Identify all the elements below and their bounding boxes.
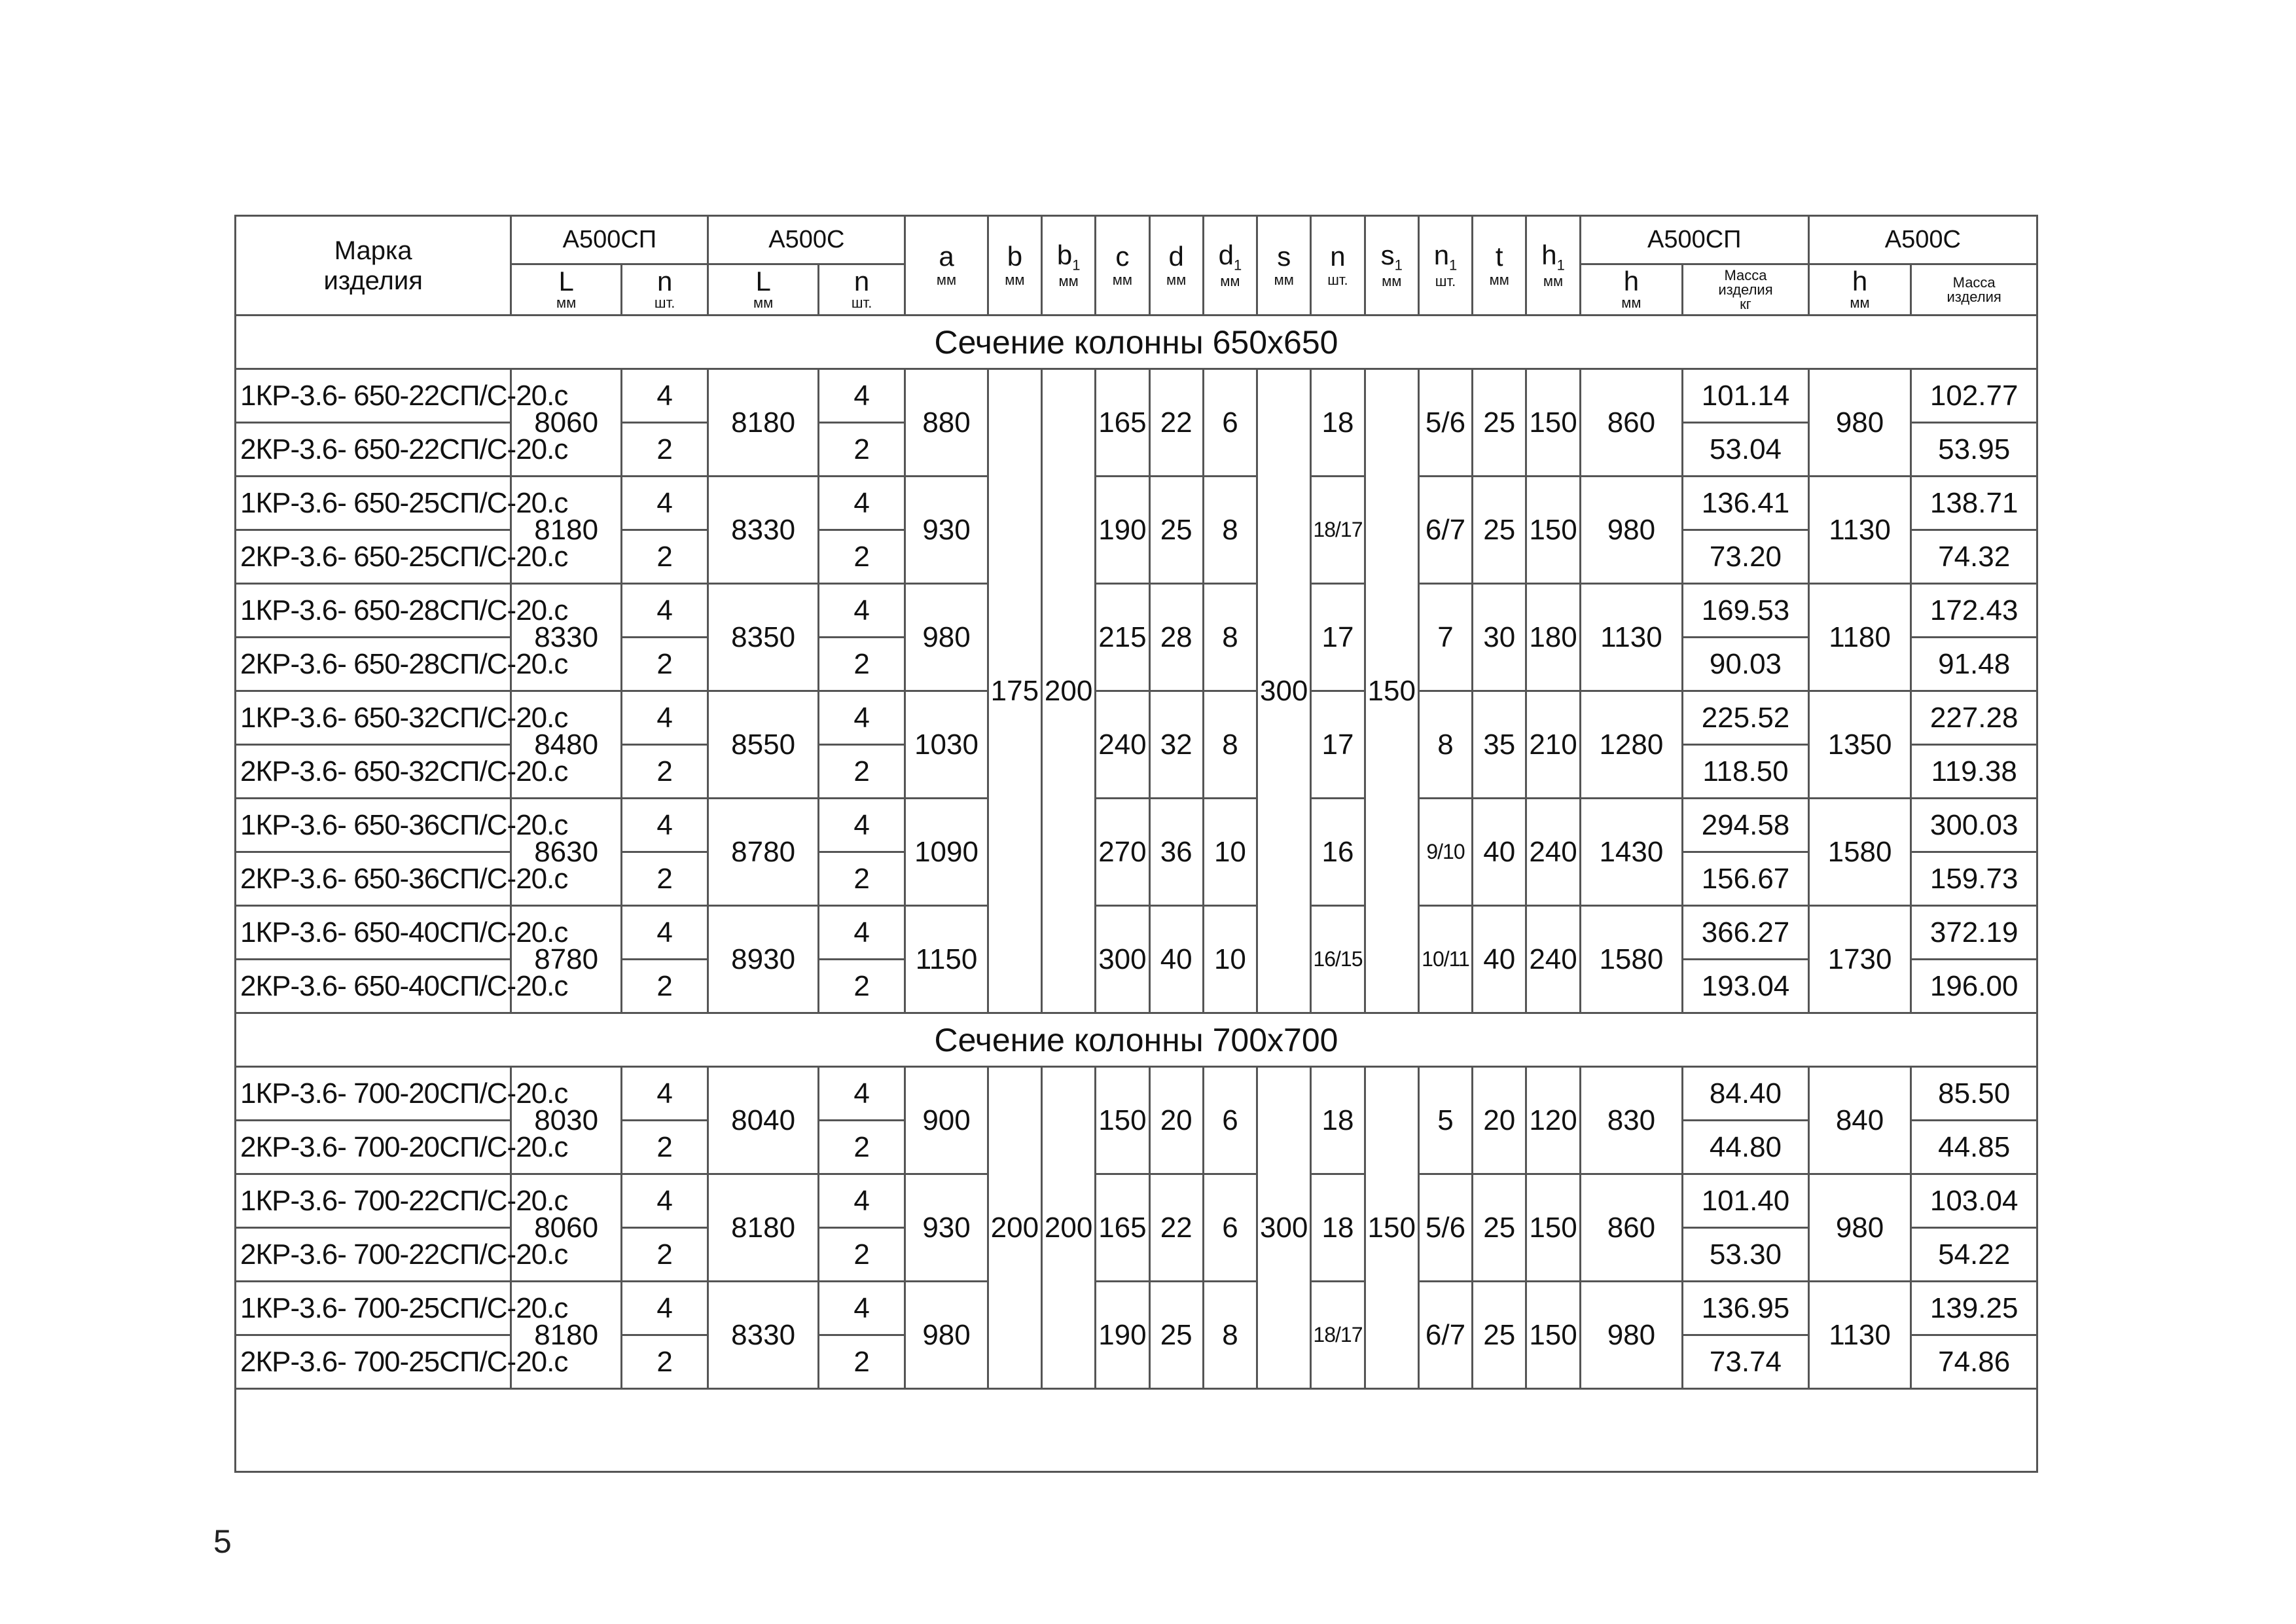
dim-d1: 10 — [1203, 906, 1257, 1013]
dim-a: 980 — [905, 584, 988, 691]
dim-a: 1030 — [905, 691, 988, 799]
s-mass: 300.03 — [1911, 799, 2037, 852]
s-mass: 196.00 — [1911, 960, 2037, 1013]
product-mark: 2КР-3.6- 700-25СП/С-20.с — [236, 1335, 511, 1389]
sp-mass-header: Масса изделия кг — [1683, 264, 1809, 316]
sp-height: 1280 — [1580, 691, 1683, 799]
section-title: Сечение колонны 700х700 — [236, 1013, 2037, 1067]
page-number: 5 — [213, 1523, 232, 1560]
sp-count: 4 — [621, 906, 708, 960]
dim-n1: 5 — [1418, 1067, 1472, 1174]
specification-table — [234, 215, 2038, 1473]
sp-mass: 193.04 — [1683, 960, 1809, 1013]
s-mass: 53.95 — [1911, 423, 2037, 477]
product-mark: 2КР-3.6- 650-40СП/С-20.с — [236, 960, 511, 1013]
s-height: 1130 — [1808, 477, 1911, 584]
s-mass: 91.48 — [1911, 638, 2037, 691]
s-count: 2 — [818, 530, 905, 584]
dim-a: 930 — [905, 477, 988, 584]
dim-d: 36 — [1149, 799, 1203, 906]
s-height: 1580 — [1808, 799, 1911, 906]
product-mark: 2КР-3.6- 650-28СП/С-20.с — [236, 638, 511, 691]
dim-h1: 120 — [1526, 1067, 1580, 1174]
product-mark: 1КР-3.6- 650-25СП/С-20.с — [236, 477, 511, 530]
sp-mass: 44.80 — [1683, 1121, 1809, 1174]
s-length: 8550 — [708, 691, 819, 799]
sp-length: 8180 — [511, 1282, 622, 1389]
dim-n: 16 — [1311, 799, 1365, 906]
dim-n: 18 — [1311, 1067, 1365, 1174]
s-count: 4 — [818, 1067, 905, 1121]
table-header — [236, 216, 2037, 316]
s-mass: 103.04 — [1911, 1174, 2037, 1228]
sp-length: 8060 — [511, 369, 622, 477]
sp-count: 2 — [621, 1335, 708, 1389]
s-mass: 74.86 — [1911, 1335, 2037, 1389]
s-count: 2 — [818, 1335, 905, 1389]
dim-d1: 6 — [1203, 1174, 1257, 1282]
dim-n1: 6/7 — [1418, 477, 1472, 584]
product-mark: 1КР-3.6- 700-20СП/С-20.с — [236, 1067, 511, 1121]
group-a500s-mass: А500С — [1808, 216, 2037, 264]
dim-c: 300 — [1096, 906, 1149, 1013]
sp-length: 8630 — [511, 799, 622, 906]
s-height: 980 — [1808, 1174, 1911, 1282]
dim-s1: 150 — [1365, 1067, 1418, 1389]
dim-d: 25 — [1149, 1282, 1203, 1389]
dim-c: 150 — [1096, 1067, 1149, 1174]
sp-count: 4 — [621, 1174, 708, 1228]
dim-t: 25 — [1473, 1174, 1526, 1282]
dim-d: 40 — [1149, 906, 1203, 1013]
s-length: 8330 — [708, 477, 819, 584]
dim-n: 18/17 — [1311, 477, 1365, 584]
table-body — [236, 316, 2037, 1472]
s-length: 8350 — [708, 584, 819, 691]
s-mass: 102.77 — [1911, 369, 2037, 423]
dim-h1: 150 — [1526, 369, 1580, 477]
s-count: 2 — [818, 1228, 905, 1282]
s-count: 4 — [818, 906, 905, 960]
dim-t: 20 — [1473, 1067, 1526, 1174]
s-height: 1130 — [1808, 1282, 1911, 1389]
table-row — [236, 906, 2037, 960]
dim-b: 200 — [988, 1067, 1041, 1389]
table-row — [236, 584, 2037, 638]
spec-sheet — [234, 215, 2038, 1485]
sp-height: 980 — [1580, 1282, 1683, 1389]
col-b1-header: $b_1$ мм — [1042, 216, 1096, 316]
col-s-header: s мм — [1257, 216, 1311, 316]
s-count: 4 — [818, 691, 905, 745]
sp-count: 2 — [621, 638, 708, 691]
s-height: 1730 — [1808, 906, 1911, 1013]
dim-d: 20 — [1149, 1067, 1203, 1174]
dim-t: 25 — [1473, 477, 1526, 584]
s-mass: 85.50 — [1911, 1067, 2037, 1121]
dim-h1: 180 — [1526, 584, 1580, 691]
sp-mass: 101.40 — [1683, 1174, 1809, 1228]
dim-d1: 10 — [1203, 799, 1257, 906]
sp-mass: 84.40 — [1683, 1067, 1809, 1121]
sp-mass: 366.27 — [1683, 906, 1809, 960]
table-row — [236, 369, 2037, 423]
dim-c: 165 — [1096, 1174, 1149, 1282]
s-length: 8040 — [708, 1067, 819, 1174]
s-mass: 139.25 — [1911, 1282, 2037, 1335]
dim-t: 40 — [1473, 906, 1526, 1013]
mark-header-line1: Марка — [334, 236, 412, 265]
dim-h1: 210 — [1526, 691, 1580, 799]
s-count: 4 — [818, 584, 905, 638]
sp-height: 1130 — [1580, 584, 1683, 691]
sp-mass: 294.58 — [1683, 799, 1809, 852]
product-mark: 1КР-3.6- 650-32СП/С-20.с — [236, 691, 511, 745]
s-L-header: L мм — [708, 264, 819, 316]
sp-mass: 169.53 — [1683, 584, 1809, 638]
dim-n1: 5/6 — [1418, 1174, 1472, 1282]
col-c-header: c мм — [1096, 216, 1149, 316]
group-a500sp-mass: А500СП — [1580, 216, 1808, 264]
dim-h1: 240 — [1526, 799, 1580, 906]
dim-t: 35 — [1473, 691, 1526, 799]
sp-height: 1580 — [1580, 906, 1683, 1013]
s-n-header: n шт. — [818, 264, 905, 316]
dim-c: 240 — [1096, 691, 1149, 799]
sp-mass: 90.03 — [1683, 638, 1809, 691]
group-a500sp-rebar: А500СП — [511, 216, 708, 264]
empty-footer-row — [236, 1389, 2037, 1472]
dim-d1: 6 — [1203, 369, 1257, 477]
sp-mass: 53.30 — [1683, 1228, 1809, 1282]
dim-h1: 150 — [1526, 1282, 1580, 1389]
sp-length: 8780 — [511, 906, 622, 1013]
s-mass: 172.43 — [1911, 584, 2037, 638]
dim-b: 175 — [988, 369, 1041, 1013]
dim-d: 28 — [1149, 584, 1203, 691]
sp-length: 8180 — [511, 477, 622, 584]
product-mark: 1КР-3.6- 650-36СП/С-20.с — [236, 799, 511, 852]
table-row — [236, 1067, 2037, 1121]
sp-height: 980 — [1580, 477, 1683, 584]
s-height: 980 — [1808, 369, 1911, 477]
s-mass-header: Масса изделия — [1911, 264, 2037, 316]
group-a500s-rebar: А500С — [708, 216, 905, 264]
dim-d: 22 — [1149, 369, 1203, 477]
dim-n1: 8 — [1418, 691, 1472, 799]
sp-mass: 101.14 — [1683, 369, 1809, 423]
dim-n1: 5/6 — [1418, 369, 1472, 477]
dim-t: 25 — [1473, 1282, 1526, 1389]
col-b-header: b мм — [988, 216, 1041, 316]
col-t-header: t мм — [1473, 216, 1526, 316]
sp-mass: 225.52 — [1683, 691, 1809, 745]
s-mass: 227.28 — [1911, 691, 2037, 745]
dim-n: 18 — [1311, 1174, 1365, 1282]
s-mass: 44.85 — [1911, 1121, 2037, 1174]
product-mark: 1КР-3.6- 700-25СП/С-20.с — [236, 1282, 511, 1335]
dim-d: 32 — [1149, 691, 1203, 799]
dim-n: 16/15 — [1311, 906, 1365, 1013]
product-mark: 2КР-3.6- 700-22СП/С-20.с — [236, 1228, 511, 1282]
sp-mass: 73.20 — [1683, 530, 1809, 584]
dim-t: 40 — [1473, 799, 1526, 906]
dim-d1: 8 — [1203, 1282, 1257, 1389]
product-mark: 2КР-3.6- 650-22СП/С-20.с — [236, 423, 511, 477]
sp-mass: 156.67 — [1683, 852, 1809, 906]
dim-n1: 6/7 — [1418, 1282, 1472, 1389]
dim-c: 270 — [1096, 799, 1149, 906]
product-mark: 2КР-3.6- 650-36СП/С-20.с — [236, 852, 511, 906]
sp-h-header: h мм — [1580, 264, 1683, 316]
sp-height: 830 — [1580, 1067, 1683, 1174]
dim-a: 880 — [905, 369, 988, 477]
sp-length: 8030 — [511, 1067, 622, 1174]
s-count: 4 — [818, 477, 905, 530]
s-length: 8780 — [708, 799, 819, 906]
sp-count: 2 — [621, 960, 708, 1013]
dim-a: 900 — [905, 1067, 988, 1174]
sp-count: 4 — [621, 799, 708, 852]
sp-count: 4 — [621, 477, 708, 530]
section-title: Сечение колонны 650х650 — [236, 316, 2037, 369]
s-length: 8930 — [708, 906, 819, 1013]
product-mark: 2КР-3.6- 650-25СП/С-20.с — [236, 530, 511, 584]
col-d1-header: $d_1$ мм — [1203, 216, 1257, 316]
s-length: 8330 — [708, 1282, 819, 1389]
col-n1-header: $n_1$ шт. — [1418, 216, 1472, 316]
mark-header — [236, 216, 511, 316]
s-count: 4 — [818, 1174, 905, 1228]
dim-d1: 8 — [1203, 691, 1257, 799]
sp-length: 8330 — [511, 584, 622, 691]
s-count: 2 — [818, 423, 905, 477]
sp-count: 2 — [621, 423, 708, 477]
product-mark: 2КР-3.6- 650-32СП/С-20.с — [236, 745, 511, 799]
s-mass: 159.73 — [1911, 852, 2037, 906]
sp-count: 2 — [621, 530, 708, 584]
dim-b1: 200 — [1042, 1067, 1096, 1389]
col-a-header: a мм — [905, 216, 988, 316]
sp-count: 2 — [621, 852, 708, 906]
s-count: 4 — [818, 369, 905, 423]
sp-count: 4 — [621, 1282, 708, 1335]
s-height: 840 — [1808, 1067, 1911, 1174]
dim-d: 22 — [1149, 1174, 1203, 1282]
dim-t: 30 — [1473, 584, 1526, 691]
dim-d: 25 — [1149, 477, 1203, 584]
s-count: 4 — [818, 799, 905, 852]
dim-s1: 150 — [1365, 369, 1418, 1013]
dim-n: 18/17 — [1311, 1282, 1365, 1389]
sp-mass: 136.95 — [1683, 1282, 1809, 1335]
dim-d1: 8 — [1203, 477, 1257, 584]
col-h1-header: $h_1$ мм — [1526, 216, 1580, 316]
dim-c: 190 — [1096, 477, 1149, 584]
s-length: 8180 — [708, 1174, 819, 1282]
dim-c: 215 — [1096, 584, 1149, 691]
s-h-header: h мм — [1808, 264, 1911, 316]
table-row — [236, 477, 2037, 530]
sp-length: 8480 — [511, 691, 622, 799]
dim-d1: 6 — [1203, 1067, 1257, 1174]
s-count: 2 — [818, 1121, 905, 1174]
s-mass: 138.71 — [1911, 477, 2037, 530]
sp-count: 2 — [621, 745, 708, 799]
s-count: 2 — [818, 638, 905, 691]
sp-height: 1430 — [1580, 799, 1683, 906]
dim-n1: 10/11 — [1418, 906, 1472, 1013]
dim-n: 17 — [1311, 584, 1365, 691]
table-row — [236, 1282, 2037, 1335]
sp-count: 4 — [621, 584, 708, 638]
dim-d1: 8 — [1203, 584, 1257, 691]
dim-a: 1090 — [905, 799, 988, 906]
sp-mass: 53.04 — [1683, 423, 1809, 477]
dim-t: 25 — [1473, 369, 1526, 477]
dim-n1: 9/10 — [1418, 799, 1472, 906]
dim-h1: 150 — [1526, 1174, 1580, 1282]
dim-b1: 200 — [1042, 369, 1096, 1013]
dim-h1: 240 — [1526, 906, 1580, 1013]
s-mass: 119.38 — [1911, 745, 2037, 799]
sp-height: 860 — [1580, 369, 1683, 477]
dim-c: 165 — [1096, 369, 1149, 477]
dim-a: 980 — [905, 1282, 988, 1389]
s-count: 4 — [818, 1282, 905, 1335]
dim-c: 190 — [1096, 1282, 1149, 1389]
sp-mass: 73.74 — [1683, 1335, 1809, 1389]
product-mark: 2КР-3.6- 700-20СП/С-20.с — [236, 1121, 511, 1174]
product-mark: 1КР-3.6- 650-22СП/С-20.с — [236, 369, 511, 423]
product-mark: 1КР-3.6- 650-28СП/С-20.с — [236, 584, 511, 638]
dim-s: 300 — [1257, 1067, 1311, 1389]
s-mass: 54.22 — [1911, 1228, 2037, 1282]
sp-count: 4 — [621, 1067, 708, 1121]
s-mass: 74.32 — [1911, 530, 2037, 584]
s-length: 8180 — [708, 369, 819, 477]
s-height: 1350 — [1808, 691, 1911, 799]
dim-a: 1150 — [905, 906, 988, 1013]
col-d-header: d мм — [1149, 216, 1203, 316]
sp-count: 4 — [621, 691, 708, 745]
sp-L-header: L мм — [511, 264, 622, 316]
product-mark: 1КР-3.6- 650-40СП/С-20.с — [236, 906, 511, 960]
sp-count: 2 — [621, 1228, 708, 1282]
s-count: 2 — [818, 745, 905, 799]
dim-n: 18 — [1311, 369, 1365, 477]
sp-length: 8060 — [511, 1174, 622, 1282]
dim-a: 930 — [905, 1174, 988, 1282]
sp-n-header: n шт. — [621, 264, 708, 316]
s-mass: 372.19 — [1911, 906, 2037, 960]
table-row — [236, 691, 2037, 745]
sp-mass: 136.41 — [1683, 477, 1809, 530]
mark-header-line2: изделия — [323, 266, 423, 295]
s-height: 1180 — [1808, 584, 1911, 691]
sp-height: 860 — [1580, 1174, 1683, 1282]
sp-mass: 118.50 — [1683, 745, 1809, 799]
col-s1-header: $s_1$ мм — [1365, 216, 1418, 316]
s-count: 2 — [818, 960, 905, 1013]
dim-n1: 7 — [1418, 584, 1472, 691]
table-row — [236, 799, 2037, 852]
s-count: 2 — [818, 852, 905, 906]
table-row — [236, 1174, 2037, 1228]
dim-s: 300 — [1257, 369, 1311, 1013]
sp-count: 2 — [621, 1121, 708, 1174]
product-mark: 1КР-3.6- 700-22СП/С-20.с — [236, 1174, 511, 1228]
dim-h1: 150 — [1526, 477, 1580, 584]
col-n-header: n шт. — [1311, 216, 1365, 316]
dim-n: 17 — [1311, 691, 1365, 799]
sp-count: 4 — [621, 369, 708, 423]
